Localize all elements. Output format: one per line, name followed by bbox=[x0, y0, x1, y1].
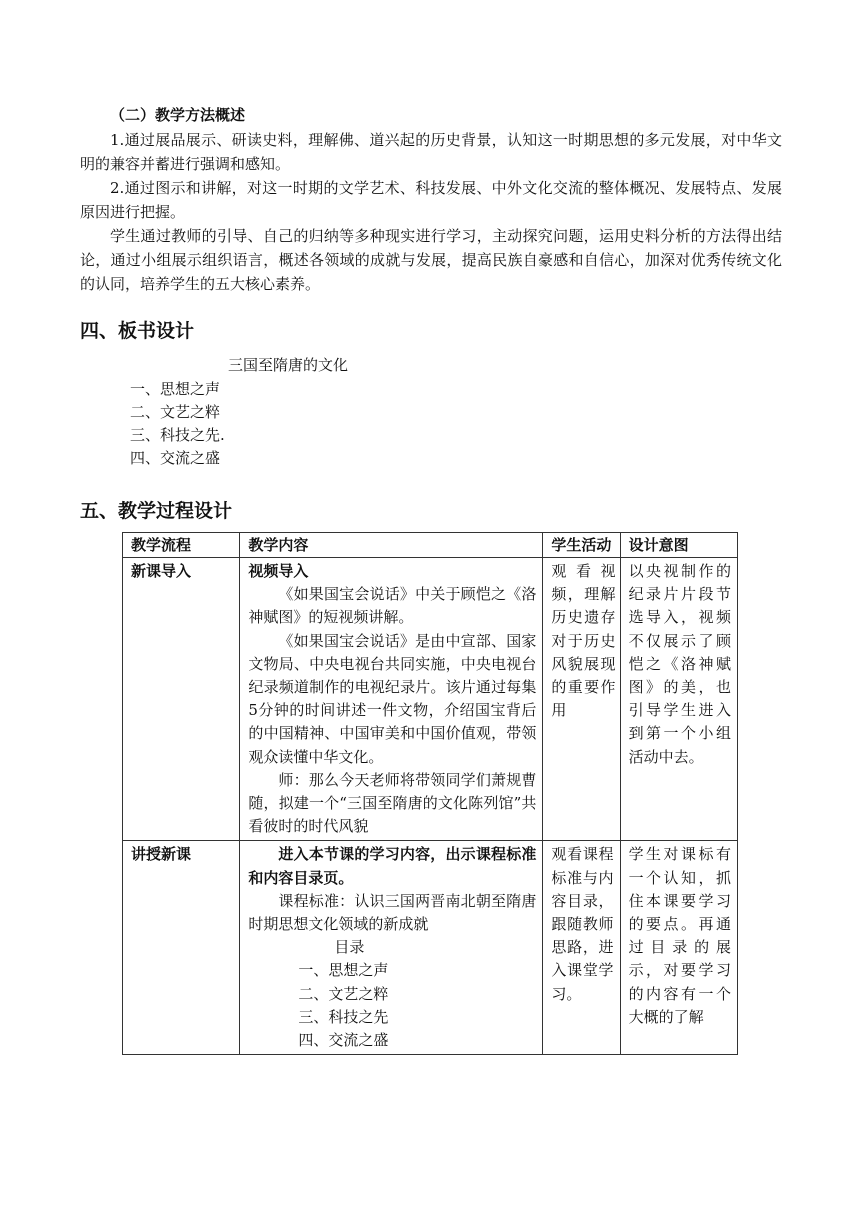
intent-cell: 学生对课标有一个认知，抓住本课要学习的要点。再通过目录的展示，对要学习的内容有一个大概的了解 bbox=[620, 841, 737, 1055]
stage-cell: 新课导入 bbox=[123, 558, 240, 841]
content-title: 进入本节课的学习内容，出示课程标准和内容目录页。 bbox=[248, 845, 537, 887]
board-title: 三国至隋唐的文化 bbox=[228, 356, 349, 374]
activity-cell: 观看课程标准与内容目录，跟随教师思路，进入课堂学习。 bbox=[543, 841, 620, 1055]
board-item-2: 二、文艺之粹 bbox=[130, 403, 221, 421]
process-design-heading: 五、教学过程设计 bbox=[80, 500, 233, 522]
content-cell bbox=[240, 841, 543, 1055]
course-standard: 课程标准：认识三国两晋南北朝至隋唐时期思想文化领域的新成就 bbox=[248, 891, 537, 934]
table-row bbox=[123, 558, 738, 841]
process-table bbox=[122, 532, 738, 1055]
toc-item: 三、科技之先 bbox=[298, 1007, 389, 1026]
intent-cell: 以央视制作的纪录片片段节选导入，视频不仅展示了顾恺之《洛神赋图》的美，也引导学生进入到第一个小组活动中去。 bbox=[620, 558, 737, 841]
method-paragraph-3: 学生通过教师的引导、自己的归纳等多种现实进行学习，主动探究问题，运用史料分析的方法得出结论，通过小组展示组织语言，概述各领域的成就与发展，提高民族自豪感和自信心，加深对优秀传统文化的认同，培养学生的五大核心素养。 bbox=[80, 227, 782, 293]
column-header: 学生活动 bbox=[543, 533, 620, 558]
column-header: 教学流程 bbox=[123, 533, 240, 558]
method-paragraph-1: 1.通过展品展示、研读史料，理解佛、道兴起的历史背景，认知这一时期思想的多元发展，对中华文明的兼容并蓄进行强调和感知。 bbox=[80, 131, 782, 173]
toc-item: 二、文艺之粹 bbox=[298, 984, 389, 1003]
teaching-methods-heading: （二）教学方法概述 bbox=[110, 106, 246, 124]
table-header-row bbox=[123, 533, 738, 558]
column-header: 教学内容 bbox=[240, 533, 543, 558]
content-paragraph: 《如果国宝会说话》中关于顾恺之《洛神赋图》的短视频讲解。 bbox=[248, 585, 537, 627]
toc-title: 目录 bbox=[334, 938, 365, 957]
board-item-3: 三、科技之先. bbox=[130, 426, 225, 444]
content-title: 视频导入 bbox=[248, 562, 309, 580]
stage-cell: 讲授新课 bbox=[123, 841, 240, 1055]
toc-item: 四、交流之盛 bbox=[298, 1031, 389, 1050]
content-paragraph: 师：那么今天老师将带领同学们萧规曹随，拟建一个“三国至隋唐的文化陈列馆”共看彼时的时代风貌 bbox=[248, 770, 537, 836]
board-item-4: 四、交流之盛 bbox=[130, 449, 221, 467]
content-paragraph: 《如果国宝会说话》是由中宣部、国家文物局、中央电视台共同实施，中央电视台纪录频道制作的电视纪录片。该片通过每集5分钟的时间讲述一件文物，介绍国宝背后的中国精神、中国审美和中国价值观，带领观众读懂中华文化。 bbox=[248, 631, 537, 766]
activity-cell: 观看视频，理解历史遗存对于历史风貌展现的重要作用 bbox=[543, 558, 620, 841]
column-header: 设计意图 bbox=[620, 533, 737, 558]
table-row bbox=[123, 841, 738, 1055]
board-item-1: 一、思想之声 bbox=[130, 380, 221, 398]
toc-item: 一、思想之声 bbox=[298, 961, 389, 980]
method-paragraph-2: 2.通过图示和讲解，对这一时期的文学艺术、科技发展、中外文化交流的整体概况、发展特点、发展原因进行把握。 bbox=[80, 179, 782, 221]
content-cell bbox=[240, 558, 543, 841]
board-design-heading: 四、板书设计 bbox=[80, 320, 195, 342]
